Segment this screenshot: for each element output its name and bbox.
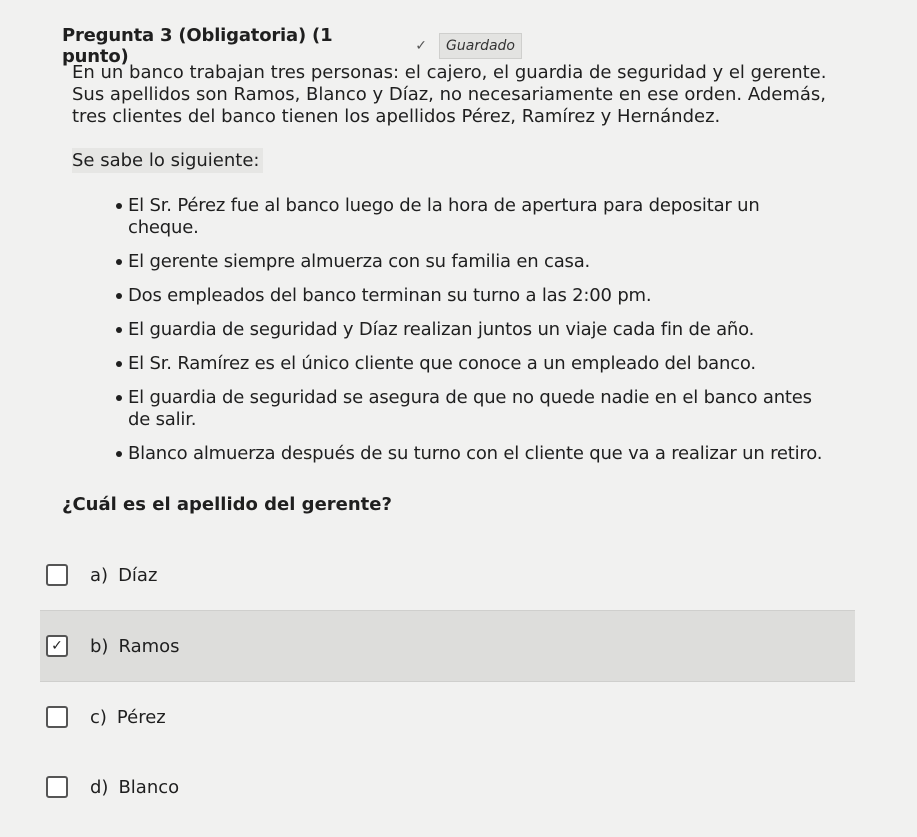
fact-item: El gerente siempre almuerza con su familia en casa. (72, 251, 832, 273)
facts-list (72, 195, 832, 465)
question-prompt: ¿Cuál es el apellido del gerente? (62, 494, 392, 515)
option-d[interactable] (40, 752, 855, 822)
saved-check-icon: ✓ (415, 38, 428, 54)
answer-options (40, 540, 855, 822)
question-title: Pregunta 3 (Obligatoria) (1 punto) (62, 25, 333, 67)
option-c-checkbox[interactable] (46, 706, 68, 728)
fact-item: Dos empleados del banco terminan su turno a las 2:00 pm. (72, 285, 832, 307)
option-c[interactable] (40, 682, 855, 752)
option-d-text: d) Blanco (90, 776, 180, 798)
intro-line: Sus apellidos son Ramos, Blanco y Díaz, no necesariamente en ese orden. Además, (72, 84, 826, 105)
option-b-text: b) Ramos (90, 635, 180, 657)
intro-line: tres clientes del banco tienen los apellidos Pérez, Ramírez y Hernández. (72, 106, 721, 127)
fact-item: Blanco almuerza después de su turno con el cliente que va a realizar un retiro. (72, 443, 832, 465)
intro-paragraph (72, 62, 832, 128)
question-header (62, 25, 522, 67)
intro-line: En un banco trabajan tres personas: el cajero, el guardia de seguridad y el gerente. (72, 62, 827, 83)
fact-item: El Sr. Pérez fue al banco luego de la hora de apertura para depositar un cheque. (72, 195, 832, 239)
option-d-checkbox[interactable] (46, 776, 68, 798)
option-b-checkbox[interactable] (46, 635, 68, 657)
option-b[interactable] (40, 610, 855, 682)
saved-badge: Guardado (439, 33, 522, 59)
option-a[interactable] (40, 540, 855, 610)
fact-item: El Sr. Ramírez es el único cliente que conoce a un empleado del banco. (72, 353, 832, 375)
check-icon: ✓ (51, 638, 63, 654)
save-status (415, 33, 522, 59)
option-c-text: c) Pérez (90, 706, 166, 728)
option-a-text: a) Díaz (90, 564, 158, 586)
facts-heading: Se sabe lo siguiente: (72, 148, 263, 173)
fact-item: El guardia de seguridad se asegura de que no quede nadie en el banco antes de salir. (72, 387, 832, 431)
option-a-checkbox[interactable] (46, 564, 68, 586)
question-body (72, 62, 832, 477)
fact-item: El guardia de seguridad y Díaz realizan juntos un viaje cada fin de año. (72, 319, 832, 341)
